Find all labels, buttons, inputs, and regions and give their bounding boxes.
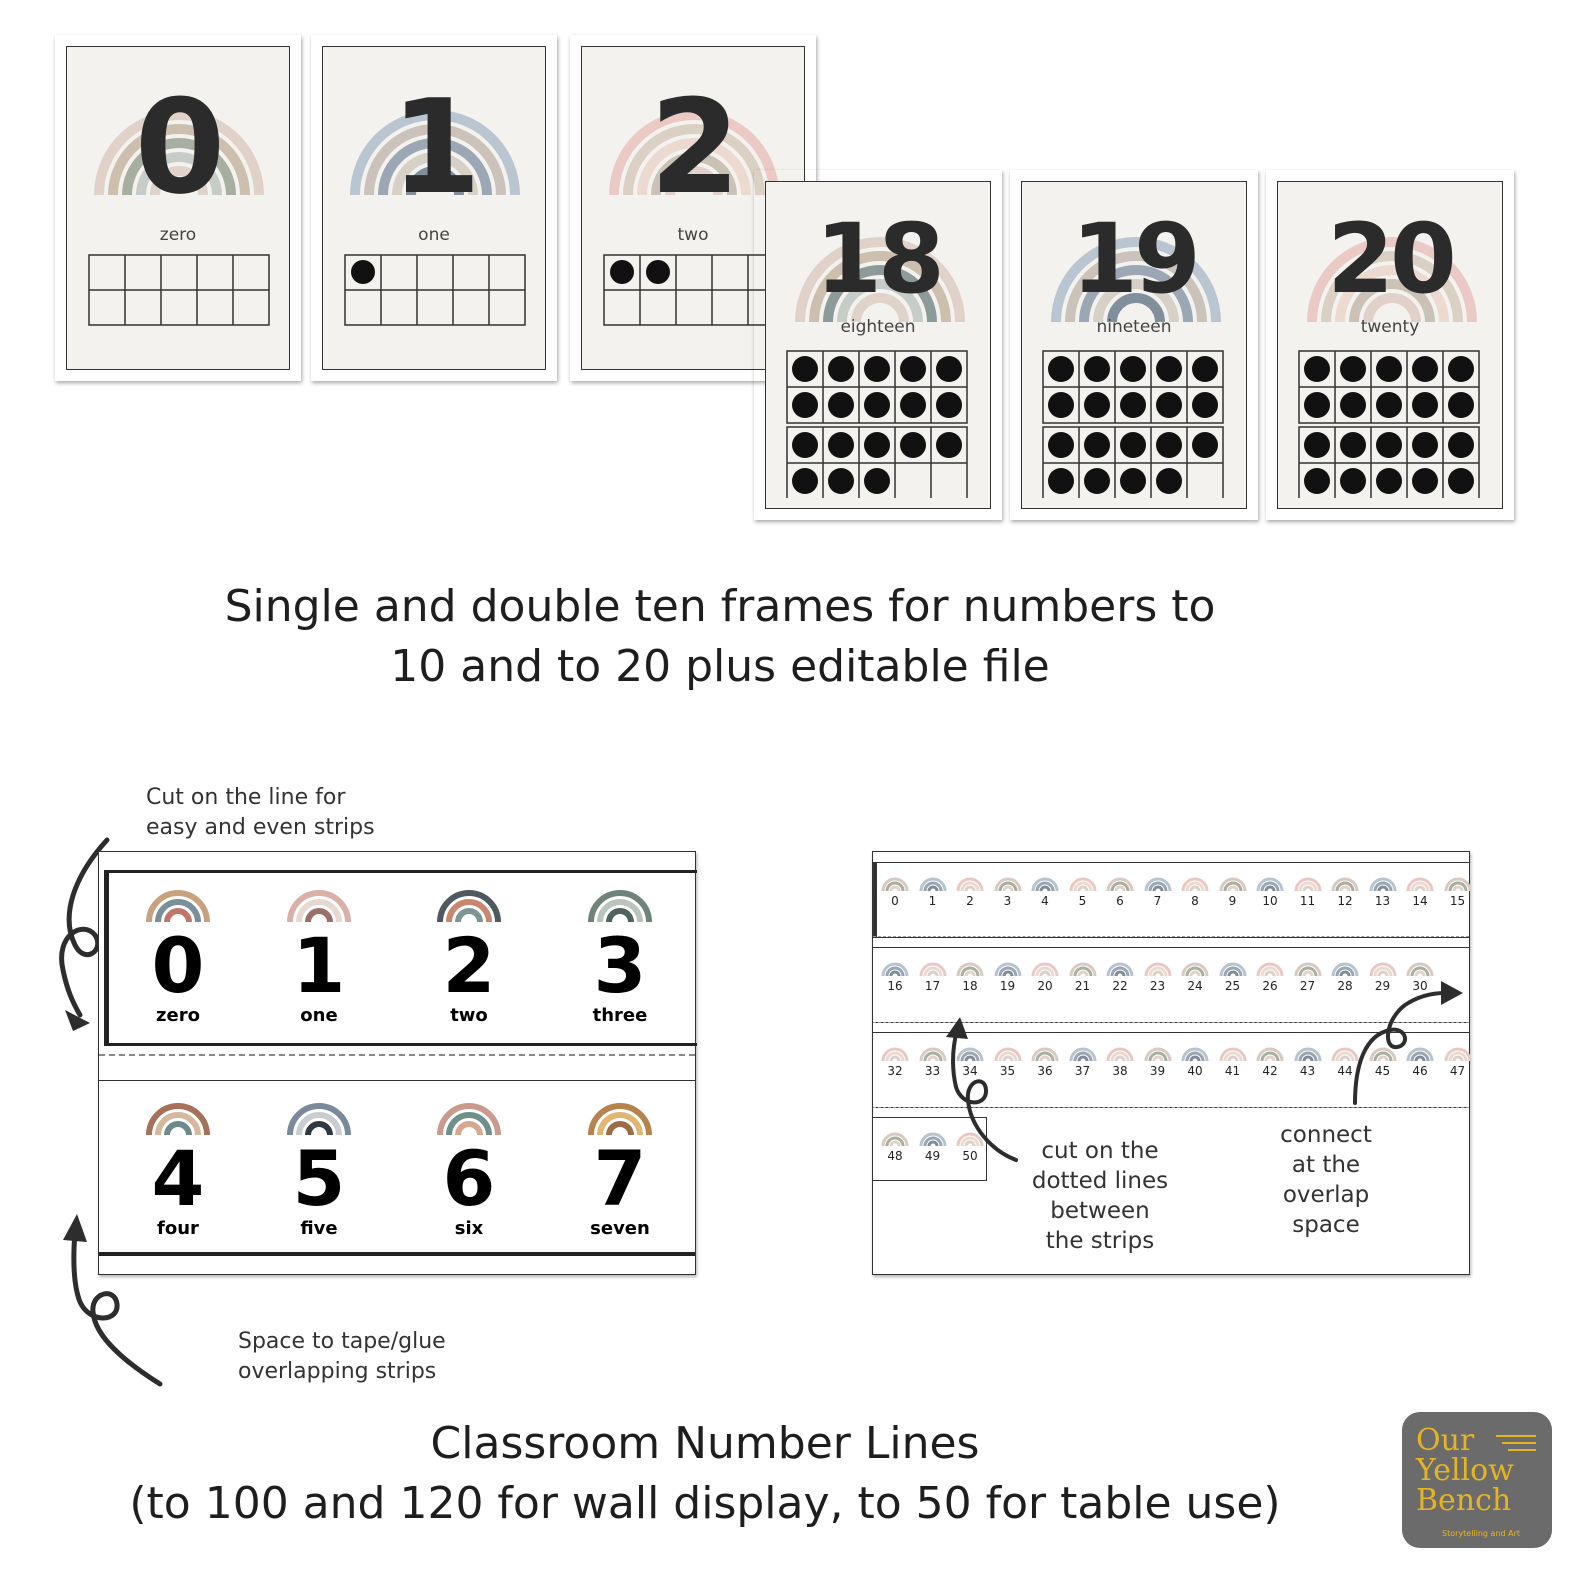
counter-dot: [1048, 356, 1074, 382]
rainbow-icon: [1369, 871, 1397, 891]
logo-line: Bench: [1416, 1483, 1512, 1518]
note-line: between: [1050, 1198, 1150, 1224]
counter-dot: [1340, 392, 1366, 418]
double-ten-frame: [1298, 350, 1482, 498]
strip-cell: [545, 872, 695, 1026]
table-cell: [1176, 871, 1214, 908]
counter-dot: [1376, 468, 1402, 494]
card-inner: [765, 181, 991, 509]
rainbow-icon: [881, 956, 909, 976]
note-line: the strips: [1045, 1228, 1155, 1254]
table-cell: [1139, 871, 1177, 908]
counter-dot: [1448, 468, 1474, 494]
table-cell-number: 42: [1262, 1064, 1278, 1078]
card-20: [1266, 170, 1514, 520]
table-cell-number: 43: [1299, 1064, 1316, 1078]
table-cell-number: 5: [1078, 894, 1087, 908]
table-cell-number: 18: [962, 979, 978, 993]
rainbow-icon: [956, 871, 984, 891]
strip-number: 3: [593, 921, 647, 1010]
table-cell-number: 16: [887, 979, 903, 993]
strip-number: 1: [292, 921, 346, 1010]
card-number: 18: [815, 203, 941, 315]
rainbow-icon: [1181, 871, 1209, 891]
counter-dot: [828, 468, 854, 494]
rainbow-icon: [1219, 871, 1247, 891]
table-cell: [1026, 871, 1064, 908]
counter-dot: [792, 468, 818, 494]
note-line: at the: [1291, 1152, 1361, 1178]
note-line: connect: [1280, 1122, 1372, 1148]
rainbow-icon: [1106, 871, 1134, 891]
table-cell-number: 41: [1224, 1064, 1241, 1078]
rainbow-icon: [1031, 956, 1059, 976]
note-connect: [1256, 1120, 1396, 1240]
strip-word: four: [157, 1218, 199, 1239]
table-cell-number: 50: [962, 1149, 978, 1163]
table-cell-number: 46: [1412, 1064, 1428, 1078]
table-cell: [951, 956, 989, 993]
table-cell-number: 36: [1037, 1064, 1053, 1078]
counter-dot: [792, 392, 818, 418]
table-cell-number: 24: [1187, 979, 1203, 993]
counter-dot: [792, 356, 818, 382]
ten-frame: [88, 254, 270, 326]
table-cell-number: 1: [928, 894, 937, 908]
note-line: cut on the: [1041, 1138, 1159, 1164]
table-cell: [1289, 956, 1327, 993]
table-cell-number: 44: [1337, 1064, 1353, 1078]
table-cell: [1439, 871, 1477, 908]
table-cell-number: 45: [1374, 1064, 1391, 1078]
strip-word: three: [592, 1005, 648, 1026]
counter-dot: [1448, 356, 1474, 382]
table-cell: [876, 956, 914, 993]
counter-dot: [1156, 392, 1182, 418]
table-cell: [1214, 871, 1252, 908]
table-cell: [876, 1126, 914, 1163]
table-cell-number: 3: [1003, 894, 1012, 908]
strip-word: five: [300, 1218, 338, 1239]
table-cell-number: 19: [999, 979, 1016, 993]
table-cell: [1401, 871, 1439, 908]
table-cell-number: 28: [1337, 979, 1353, 993]
table-cell: [1026, 956, 1064, 993]
table-cell: [1101, 871, 1139, 908]
rainbow-icon: [587, 1085, 653, 1135]
counter-dot: [864, 392, 890, 418]
caption-bottom-line2: (to 100 and 120 for wall display, to 50 for table use): [129, 1478, 1281, 1529]
card-inner: [1277, 181, 1503, 509]
counter-dot: [1304, 468, 1330, 494]
logo-line: Yellow: [1416, 1453, 1514, 1488]
rainbow-icon: [1406, 871, 1434, 891]
dashed-cut-line: [99, 1054, 695, 1056]
counter-dot: [1376, 432, 1402, 458]
card-inner: [1021, 181, 1247, 509]
counter-dot: [1192, 356, 1218, 382]
table-cell-number: 8: [1191, 894, 1199, 908]
card-word: eighteen: [840, 317, 916, 337]
rainbow-icon: [919, 956, 947, 976]
counter-dot: [1048, 432, 1074, 458]
table-cell-number: 12: [1337, 894, 1353, 908]
table-cell-number: 25: [1224, 979, 1241, 993]
counter-dot: [900, 432, 926, 458]
counter-dot: [1084, 392, 1110, 418]
table-cell-number: 49: [924, 1149, 941, 1163]
table-cell: [1214, 956, 1252, 993]
table-cell: [989, 956, 1027, 993]
counter-dot: [864, 468, 890, 494]
table-cell-number: 38: [1112, 1064, 1128, 1078]
table-cell-number: 4: [1041, 894, 1049, 908]
strip-cell: [545, 1085, 695, 1239]
card-number: 20: [1327, 203, 1453, 315]
counter-dot: [1412, 392, 1438, 418]
rainbow-icon: [1406, 956, 1434, 976]
note-line: Space to tape/glue: [238, 1329, 446, 1354]
table-cell-number: 2: [966, 894, 974, 908]
note-space: [238, 1327, 446, 1387]
rainbow-icon: [881, 1041, 909, 1061]
counter-dot: [1048, 392, 1074, 418]
caption-top-line2: 10 and to 20 plus editable file: [390, 641, 1050, 692]
table-cell-number: 20: [1037, 979, 1053, 993]
counter-dot: [1048, 468, 1074, 494]
strip-number: 2: [442, 921, 496, 1010]
card-19: [1010, 170, 1258, 520]
rainbow-icon: [1031, 871, 1059, 891]
counter-dot: [828, 432, 854, 458]
table-cell-number: 22: [1112, 979, 1128, 993]
rainbow-icon: [1069, 1041, 1097, 1061]
card-number: 19: [1071, 203, 1197, 315]
caption-bottom-line1: Classroom Number Lines: [430, 1418, 980, 1469]
card-0: [55, 35, 301, 381]
counter-dot: [1340, 356, 1366, 382]
rainbow-icon: [1069, 956, 1097, 976]
table-cell: [1176, 956, 1214, 993]
table-cell-number: 37: [1074, 1064, 1091, 1078]
table-cell-number: 15: [1449, 894, 1466, 908]
strip-cell: [394, 1085, 544, 1239]
rainbow-icon: [1294, 956, 1322, 976]
counter-dot: [1120, 392, 1146, 418]
counter-dot: [1120, 356, 1146, 382]
table-cell: [951, 871, 989, 908]
counter-dot: [900, 392, 926, 418]
rainbow-icon: [1144, 1041, 1172, 1061]
counter-dot: [828, 356, 854, 382]
table-cell-number: 34: [962, 1064, 978, 1078]
table-cell: [1289, 871, 1327, 908]
counter-dot: [864, 356, 890, 382]
card-word: twenty: [1360, 317, 1420, 337]
table-cell-number: 48: [887, 1149, 903, 1163]
rainbow-icon: [436, 872, 502, 922]
counter-dot: [1304, 392, 1330, 418]
rainbow-icon: [1106, 956, 1134, 976]
counter-dot: [1192, 392, 1218, 418]
table-cell-number: 10: [1262, 894, 1278, 908]
table-cell: [876, 1041, 914, 1078]
counter-dot: [1340, 432, 1366, 458]
table-cell: [989, 871, 1027, 908]
counter-dot: [1304, 432, 1330, 458]
table-cell-number: 33: [924, 1064, 941, 1078]
table-cell: [1139, 1041, 1177, 1078]
table-cell-number: 47: [1449, 1064, 1466, 1078]
strip-cell: [103, 872, 253, 1026]
card-word: nineteen: [1096, 317, 1172, 337]
strip-number: 6: [442, 1134, 496, 1223]
double-ten-frame: [1042, 350, 1226, 498]
counter-dot: [864, 432, 890, 458]
rainbow-icon: [286, 872, 352, 922]
brand-logo: [1402, 1412, 1552, 1548]
table-cell: [1251, 871, 1289, 908]
note-line: easy and even strips: [146, 815, 375, 840]
strip-word: two: [450, 1005, 488, 1026]
strip-word: seven: [590, 1218, 650, 1239]
caption-top-line1: Single and double ten frames for numbers to: [224, 581, 1216, 632]
counter-dot: [1448, 392, 1474, 418]
strip-word: six: [454, 1218, 484, 1239]
strip-cell: [103, 1085, 253, 1239]
card-number: 0: [134, 71, 222, 223]
lines-icon: [1494, 1432, 1538, 1456]
table-cell: [1101, 956, 1139, 993]
table-cell-number: 9: [1228, 894, 1237, 908]
table-cell-number: 23: [1149, 979, 1166, 993]
counter-dot: [1304, 356, 1330, 382]
table-cell-number: 26: [1262, 979, 1278, 993]
strip-cell: [394, 872, 544, 1026]
counter-dot: [1156, 468, 1182, 494]
double-ten-frame: [786, 350, 970, 498]
counter-dot: [1084, 356, 1110, 382]
rainbow-icon: [587, 872, 653, 922]
table-cell-number: 0: [891, 894, 899, 908]
table-cell-number: 27: [1299, 979, 1316, 993]
rainbow-icon: [145, 1085, 211, 1135]
table-cell-number: 11: [1299, 894, 1316, 908]
table-cell: [1026, 1041, 1064, 1078]
rainbow-icon: [1069, 871, 1097, 891]
rainbow-icon: [994, 956, 1022, 976]
rainbow-icon: [1031, 1041, 1059, 1061]
rainbow-icon: [956, 956, 984, 976]
note-line: overlap: [1282, 1182, 1370, 1208]
rainbow-icon: [286, 1085, 352, 1135]
card-number: 1: [390, 71, 478, 223]
card-word: two: [677, 225, 709, 245]
table-cell-number: 32: [887, 1064, 903, 1078]
rainbow-icon: [1256, 871, 1284, 891]
table-cell: [1064, 871, 1102, 908]
strip-number: 0: [151, 921, 205, 1010]
card-number: 2: [649, 71, 737, 223]
card-word: one: [418, 225, 450, 245]
curly-arrow-icon: [1345, 975, 1465, 1105]
table-cell-number: 29: [1374, 979, 1391, 993]
rainbow-icon: [436, 1085, 502, 1135]
rainbow-icon: [1219, 1041, 1247, 1061]
counter-dot: [1340, 468, 1366, 494]
dashed-cut-line: [873, 936, 1469, 937]
rainbow-icon: [1331, 956, 1359, 976]
rainbow-icon: [1144, 956, 1172, 976]
table-cell: [1251, 956, 1289, 993]
note-cut-dotted: [1010, 1136, 1190, 1256]
curly-arrow-icon: [930, 1015, 1020, 1165]
counter-dot: [936, 356, 962, 382]
counter-dot: [1084, 432, 1110, 458]
rainbow-icon: [1181, 1041, 1209, 1061]
strip-cell: [244, 1085, 394, 1239]
rainbow-icon: [1256, 956, 1284, 976]
table-cell-number: 14: [1412, 894, 1428, 908]
table-cell: [1364, 871, 1402, 908]
counter-dot: [1120, 432, 1146, 458]
card-inner: [66, 46, 290, 370]
strip-cell: [244, 872, 394, 1026]
note-line: Cut on the line for: [146, 785, 346, 810]
counter-dot: [1120, 468, 1146, 494]
rainbow-icon: [881, 1126, 909, 1146]
counter-dot: [1376, 392, 1402, 418]
card-inner: [322, 46, 546, 370]
table-cell-number: 7: [1153, 894, 1162, 908]
counter-dot: [1412, 356, 1438, 382]
rainbow-icon: [1256, 1041, 1284, 1061]
note-line: space: [1292, 1212, 1360, 1238]
counter-dot: [1156, 432, 1182, 458]
table-cell: [876, 871, 914, 908]
counter-dot: [1192, 432, 1218, 458]
table-cell-number: 30: [1412, 979, 1428, 993]
ten-frame: [344, 254, 526, 326]
counter-dot: [792, 432, 818, 458]
rainbow-icon: [1144, 871, 1172, 891]
rainbow-icon: [145, 872, 211, 922]
rainbow-icon: [919, 871, 947, 891]
counter-dot: [900, 356, 926, 382]
table-cell: [1251, 1041, 1289, 1078]
table-cell: [1139, 956, 1177, 993]
card-18: [754, 170, 1002, 520]
strip-number: 5: [292, 1134, 346, 1223]
note-line: overlapping strips: [238, 1359, 437, 1384]
table-cell-number: 6: [1116, 894, 1124, 908]
strip-number: 4: [151, 1134, 205, 1223]
strip-word: zero: [156, 1005, 200, 1026]
table-cell: [1176, 1041, 1214, 1078]
counter-dot: [936, 432, 962, 458]
strip-word: one: [300, 1005, 338, 1026]
counter-dot: [1084, 468, 1110, 494]
note-cut-line: [146, 783, 375, 843]
rainbow-icon: [1294, 871, 1322, 891]
table-cell: [914, 871, 952, 908]
card-word: zero: [159, 225, 197, 245]
counter-dot: [1412, 468, 1438, 494]
table-cell-number: 40: [1187, 1064, 1203, 1078]
table-cell-number: 13: [1374, 894, 1391, 908]
rainbow-icon: [1294, 1041, 1322, 1061]
counter-dot: [1448, 432, 1474, 458]
counter-dot: [1376, 356, 1402, 382]
note-line: dotted lines: [1031, 1168, 1169, 1194]
rainbow-icon: [1369, 956, 1397, 976]
card-1: [311, 35, 557, 381]
table-cell-number: 17: [924, 979, 941, 993]
rainbow-icon: [994, 871, 1022, 891]
strip-number: 7: [593, 1134, 647, 1223]
rainbow-icon: [1181, 956, 1209, 976]
table-cell-number: 21: [1074, 979, 1091, 993]
counter-dot: [1156, 356, 1182, 382]
table-cell: [1064, 1041, 1102, 1078]
rainbow-icon: [1331, 871, 1359, 891]
rainbow-icon: [881, 871, 909, 891]
table-cell: [1101, 1041, 1139, 1078]
table-cell: [1064, 956, 1102, 993]
rainbow-icon: [1219, 956, 1247, 976]
rainbow-icon: [1106, 1041, 1134, 1061]
table-cell-number: 35: [999, 1064, 1016, 1078]
table-cell: [914, 956, 952, 993]
rainbow-icon: [1444, 871, 1472, 891]
table-cell: [1326, 871, 1364, 908]
logo-line: Our: [1416, 1423, 1475, 1458]
table-cell-number: 39: [1149, 1064, 1166, 1078]
logo-subtitle: Storytelling and Art: [1442, 1529, 1521, 1538]
table-cell: [1214, 1041, 1252, 1078]
table-cell: [1289, 1041, 1327, 1078]
counter-dot: [828, 392, 854, 418]
counter-dot: [1412, 432, 1438, 458]
counter-dot: [936, 392, 962, 418]
